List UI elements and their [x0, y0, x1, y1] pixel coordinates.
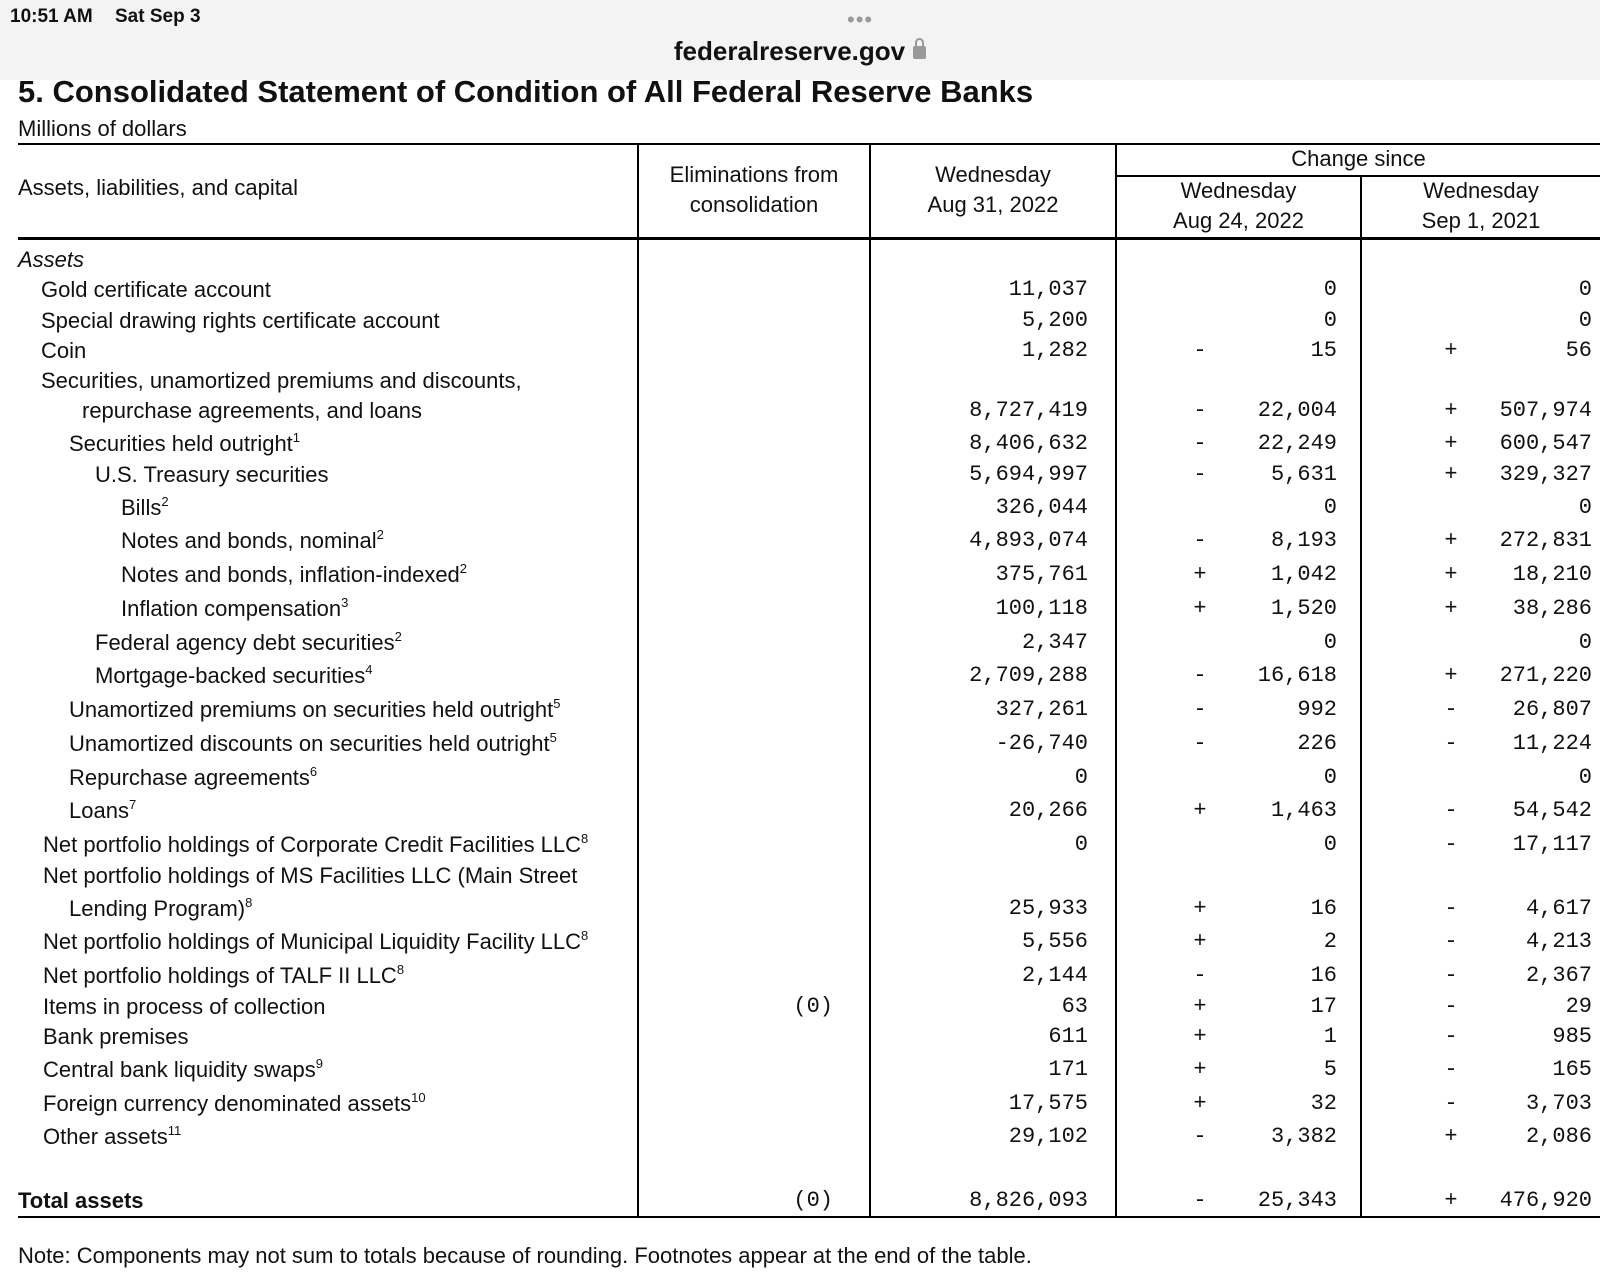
table-row: [0, 926, 1600, 958]
table-row: [0, 795, 1600, 827]
change-c2-sign: +: [1444, 1124, 1458, 1149]
change-c1-sign: +: [1193, 896, 1207, 921]
aug31-value: 0: [1074, 765, 1088, 790]
change-c2-value: 56: [1565, 338, 1592, 363]
change-c2-sign: -: [1444, 1024, 1458, 1049]
change-c1-sign: +: [1193, 929, 1207, 954]
row-label-text: Other assets: [43, 1124, 168, 1149]
aug31-value: 2,144: [1021, 963, 1088, 988]
aug31-value: 5,694,997: [969, 462, 1088, 487]
change-c2-value: 329,327: [1499, 462, 1592, 487]
footnote-ref: 10: [411, 1090, 426, 1105]
row-label: [43, 860, 577, 892]
row-label: [121, 492, 169, 524]
row-label: [69, 762, 317, 794]
change-c2-value: 476,920: [1499, 1188, 1592, 1213]
header-wed: Wednesday Aug 31, 2022: [927, 162, 1059, 217]
change-c2-sign: -: [1444, 994, 1458, 1019]
change-c2-sign: +: [1444, 562, 1458, 587]
change-c2-value: 11,224: [1512, 731, 1592, 756]
change-c1-value: 32: [1310, 1091, 1337, 1116]
row-label-text: Central bank liquidity swaps: [43, 1057, 316, 1082]
row-label-text: Net portfolio holdings of Corporate Credit Facilities LLC: [43, 832, 582, 857]
change-c2-value: 0: [1578, 495, 1592, 520]
change-c2-sign: -: [1444, 1091, 1458, 1116]
table-row: [0, 991, 1600, 1023]
change-c1-value: 8,193: [1270, 528, 1337, 553]
row-label: [18, 1185, 144, 1217]
change-c2-value: 2,086: [1525, 1124, 1592, 1149]
change-c1-value: 1,520: [1270, 596, 1337, 621]
change-c1-value: 992: [1297, 697, 1337, 722]
row-label: [43, 991, 325, 1023]
change-c2-value: 26,807: [1512, 697, 1592, 722]
row-label-text: Inflation compensation: [121, 596, 342, 621]
table-row: [0, 762, 1600, 794]
change-c1-sign: -: [1193, 1124, 1207, 1149]
change-c1-sign: +: [1193, 798, 1207, 823]
change-c1-value: 0: [1323, 277, 1337, 302]
table-row: [0, 1054, 1600, 1086]
change-c1-value: 0: [1323, 630, 1337, 655]
aug31-value: 4,893,074: [969, 528, 1088, 553]
row-label: [95, 627, 402, 659]
change-c1-value: 16: [1310, 963, 1337, 988]
row-label: [95, 660, 372, 692]
table-row: [0, 365, 1600, 397]
change-c2-value: 17,117: [1512, 832, 1592, 857]
row-label: [69, 694, 560, 726]
change-c1-value: 0: [1323, 765, 1337, 790]
row-label-text: U.S. Treasury securities: [95, 462, 329, 487]
change-c1-value: 1,463: [1270, 798, 1337, 823]
change-c1-value: 226: [1297, 731, 1337, 756]
change-c1-value: 15: [1310, 338, 1337, 363]
change-c2-sign: -: [1444, 731, 1458, 756]
change-c1-value: 17: [1310, 994, 1337, 1019]
row-label: [43, 1088, 426, 1120]
change-c2-sign: +: [1444, 338, 1458, 363]
change-c1-sign: -: [1193, 431, 1207, 456]
row-label-text: Net portfolio holdings of Municipal Liquidity Facility LLC: [43, 929, 582, 954]
aug31-value: 326,044: [995, 495, 1088, 520]
row-label-text: Lending Program): [69, 896, 246, 921]
table-row: [0, 1021, 1600, 1053]
change-c2-value: 54,542: [1512, 798, 1592, 823]
table-row: [0, 274, 1600, 306]
change-c2-value: 507,974: [1499, 398, 1592, 423]
table-row: [0, 627, 1600, 659]
row-label: [43, 1121, 181, 1153]
table-note: Note: Components may not sum to totals because of rounding. Footnotes appear at the end of the table.: [18, 1243, 1032, 1268]
change-c1-value: 3,382: [1270, 1124, 1337, 1149]
footnote-ref: 6: [309, 764, 318, 779]
table-row: [0, 244, 1600, 276]
table-row: [0, 694, 1600, 726]
row-label: [82, 395, 422, 427]
header-change-c1: Wednesday Aug 24, 2022: [1173, 178, 1304, 233]
header-elim: Eliminations from consolidation: [669, 162, 839, 217]
aug31-value: 25,933: [1008, 896, 1088, 921]
change-c2-value: 600,547: [1499, 431, 1592, 456]
footnote-ref: 5: [553, 696, 561, 711]
row-label: [41, 335, 86, 367]
aug31-value: 20,266: [1008, 798, 1088, 823]
change-c1-sign: +: [1193, 994, 1207, 1019]
change-c2-value: 4,213: [1525, 929, 1592, 954]
footnote-ref: 5: [549, 730, 557, 745]
lock-icon: [913, 46, 926, 59]
change-c1-value: 2: [1323, 929, 1337, 954]
change-c1-sign: +: [1193, 562, 1207, 587]
row-label: [41, 365, 522, 397]
aug31-value: 327,261: [995, 697, 1088, 722]
change-c2-sign: -: [1444, 963, 1458, 988]
row-label-text: Notes and bonds, inflation-indexed: [121, 562, 460, 587]
row-label-text: Assets: [18, 247, 85, 272]
footnote-ref: 2: [459, 561, 468, 576]
change-c2-value: 18,210: [1512, 562, 1592, 587]
row-label: [69, 893, 252, 925]
units-caption: Millions of dollars: [18, 116, 187, 141]
change-c1-sign: +: [1193, 1057, 1207, 1082]
footnote-ref: 4: [365, 662, 373, 677]
aug31-value: 171: [1048, 1057, 1088, 1082]
row-label: [69, 428, 300, 460]
table-row: [0, 860, 1600, 892]
row-label-text: Items in process of collection: [43, 994, 326, 1019]
table-row: [0, 1121, 1600, 1153]
change-c1-value: 5,631: [1270, 462, 1337, 487]
table-row: [0, 305, 1600, 337]
footnote-ref: 9: [315, 1056, 323, 1071]
change-c2-value: 0: [1578, 630, 1592, 655]
change-c1-sign: -: [1193, 731, 1207, 756]
change-c1-sign: -: [1193, 462, 1207, 487]
aug31-value: 611: [1048, 1024, 1088, 1049]
table-row: [0, 1185, 1600, 1217]
change-c1-sign: +: [1193, 1024, 1207, 1049]
footnote-ref: 8: [581, 928, 589, 943]
change-c1-value: 16,618: [1257, 663, 1337, 688]
row-label: [69, 795, 136, 827]
aug31-value: -26,740: [995, 731, 1088, 756]
row-label-text: Federal agency debt securities: [95, 630, 395, 655]
row-label: [43, 1021, 189, 1053]
footnote-ref: 7: [128, 797, 137, 812]
row-label: [121, 559, 467, 591]
change-c1-value: 1,042: [1270, 562, 1337, 587]
table-row: [0, 559, 1600, 591]
change-c2-value: 2,367: [1525, 963, 1592, 988]
change-c2-value: 985: [1552, 1024, 1592, 1049]
change-c2-sign: +: [1444, 398, 1458, 423]
change-c1-value: 0: [1323, 832, 1337, 857]
table-row: [0, 893, 1600, 925]
change-c2-value: 165: [1552, 1057, 1592, 1082]
change-c1-sign: -: [1193, 398, 1207, 423]
row-label-text: Mortgage-backed securities: [95, 663, 366, 688]
header-change-c2: Wednesday Sep 1, 2021: [1421, 178, 1541, 233]
change-c2-sign: +: [1444, 663, 1458, 688]
row-label-text: Special drawing rights certificate account: [41, 308, 440, 333]
footnote-ref: 1: [292, 430, 301, 445]
row-label-text: Loans: [69, 798, 129, 823]
footnote-ref: 2: [376, 527, 384, 542]
header-change-since: Change since: [1291, 146, 1426, 171]
aug31-value: 8,826,093: [969, 1188, 1088, 1213]
table-row: [0, 660, 1600, 692]
change-c1-sign: -: [1193, 663, 1207, 688]
row-label-text: Gold certificate account: [41, 277, 271, 302]
change-c2-value: 3,703: [1525, 1091, 1592, 1116]
row-label: [43, 960, 404, 992]
aug31-value: 63: [1061, 994, 1088, 1019]
row-label: [121, 593, 348, 625]
table-row: [0, 335, 1600, 367]
row-label-text: Total assets: [18, 1188, 144, 1213]
change-c2-sign: +: [1444, 431, 1458, 456]
footnote-ref: 2: [394, 629, 402, 644]
change-c2-value: 0: [1578, 308, 1592, 333]
aug31-value: 0: [1074, 832, 1088, 857]
footnote-ref: 8: [396, 962, 405, 977]
change-c2-sign: -: [1444, 896, 1458, 921]
row-label-text: Unamortized discounts on securities held outright: [69, 731, 550, 756]
change-c1-value: 1: [1323, 1024, 1337, 1049]
aug31-value: 5,556: [1021, 929, 1088, 954]
change-c1-value: 0: [1323, 495, 1337, 520]
table-row: [0, 525, 1600, 557]
footnote-ref: 2: [161, 494, 169, 509]
change-c2-sign: -: [1444, 798, 1458, 823]
table-row: [0, 1088, 1600, 1120]
status-time: 10:51 AM: [10, 6, 93, 27]
row-label-text: Net portfolio holdings of TALF II LLC: [43, 963, 397, 988]
change-c2-sign: +: [1444, 462, 1458, 487]
elimination-value: (0): [793, 994, 833, 1019]
aug31-value: 29,102: [1008, 1124, 1088, 1149]
change-c2-value: 38,286: [1512, 596, 1592, 621]
change-c2-sign: +: [1444, 528, 1458, 553]
change-c2-value: 272,831: [1499, 528, 1592, 553]
change-c1-sign: -: [1193, 963, 1207, 988]
row-label: [18, 244, 84, 276]
change-c1-value: 0: [1323, 308, 1337, 333]
multitasking-dots-icon[interactable]: •••: [847, 7, 874, 32]
header-label: Assets, liabilities, and capital: [18, 175, 299, 200]
change-c1-sign: -: [1193, 528, 1207, 553]
row-label-text: Unamortized premiums on securities held outright: [69, 697, 554, 722]
change-c1-value: 5: [1323, 1057, 1337, 1082]
change-c1-sign: -: [1193, 697, 1207, 722]
row-label-text: Net portfolio holdings of MS Facilities LLC (Main Street: [43, 863, 578, 888]
url-text[interactable]: federalreserve.gov: [673, 36, 906, 66]
row-label: [43, 829, 588, 861]
change-c2-value: 0: [1578, 765, 1592, 790]
aug31-value: 5,200: [1021, 308, 1088, 333]
change-c1-sign: +: [1193, 1091, 1207, 1116]
row-label-text: Notes and bonds, nominal: [121, 528, 377, 553]
row-label: [69, 728, 557, 760]
table-row: [0, 960, 1600, 992]
aug31-value: 17,575: [1008, 1091, 1088, 1116]
table-row: [0, 428, 1600, 460]
row-label: [121, 525, 384, 557]
aug31-value: 2,709,288: [969, 663, 1088, 688]
change-c2-value: 271,220: [1499, 663, 1592, 688]
aug31-value: 100,118: [995, 596, 1088, 621]
table-row: [0, 459, 1600, 491]
row-label: [41, 305, 440, 337]
table-row: [0, 395, 1600, 427]
footnote-ref: 8: [245, 895, 253, 910]
table-row: [0, 829, 1600, 861]
change-c2-sign: -: [1444, 832, 1458, 857]
aug31-value: 8,727,419: [969, 398, 1088, 423]
change-c2-sign: +: [1444, 1188, 1458, 1213]
change-c2-sign: +: [1444, 596, 1458, 621]
change-c1-value: 25,343: [1257, 1188, 1337, 1213]
row-label-text: repurchase agreements, and loans: [82, 398, 422, 423]
change-c1-sign: -: [1193, 1188, 1207, 1213]
change-c2-value: 4,617: [1525, 896, 1592, 921]
change-c2-sign: -: [1444, 697, 1458, 722]
row-label-text: Repurchase agreements: [69, 765, 310, 790]
change-c2-value: 29: [1565, 994, 1592, 1019]
table-row: [0, 728, 1600, 760]
table-row: [0, 492, 1600, 524]
change-c1-value: 16: [1310, 896, 1337, 921]
row-label-text: Securities, unamortized premiums and discounts,: [41, 368, 522, 393]
status-bar: [0, 0, 1600, 80]
footnote-ref: 8: [581, 831, 589, 846]
footnote-ref: 3: [341, 595, 349, 610]
elimination-value: (0): [793, 1188, 833, 1213]
row-label-text: Bills: [121, 495, 162, 520]
status-date: Sat Sep 3: [115, 6, 201, 27]
change-c2-sign: -: [1444, 1057, 1458, 1082]
footnote-ref: 11: [167, 1123, 182, 1138]
change-c1-value: 22,249: [1257, 431, 1337, 456]
address-bar[interactable]: [0, 36, 1600, 67]
row-label: [43, 926, 588, 958]
row-label: [43, 1054, 323, 1086]
change-c1-value: 22,004: [1257, 398, 1337, 423]
row-label-text: Bank premises: [43, 1024, 189, 1049]
page-title: 5. Consolidated Statement of Condition of All Federal Reserve Banks: [18, 74, 1034, 109]
row-label: [95, 459, 329, 491]
change-c2-value: 0: [1578, 277, 1592, 302]
row-label-text: Coin: [41, 338, 87, 363]
aug31-value: 1,282: [1021, 338, 1088, 363]
table-row: [0, 593, 1600, 625]
header-bottom-rule: [18, 237, 1600, 240]
row-label: [41, 274, 271, 306]
aug31-value: 2,347: [1021, 630, 1088, 655]
aug31-value: 11,037: [1008, 277, 1088, 302]
change-c1-sign: +: [1193, 596, 1207, 621]
aug31-value: 375,761: [995, 562, 1088, 587]
aug31-value: 8,406,632: [969, 431, 1088, 456]
change-c1-sign: -: [1193, 338, 1207, 363]
row-label-text: Foreign currency denominated assets: [43, 1091, 412, 1116]
change-c2-sign: -: [1444, 929, 1458, 954]
row-label-text: Securities held outright: [69, 431, 293, 456]
